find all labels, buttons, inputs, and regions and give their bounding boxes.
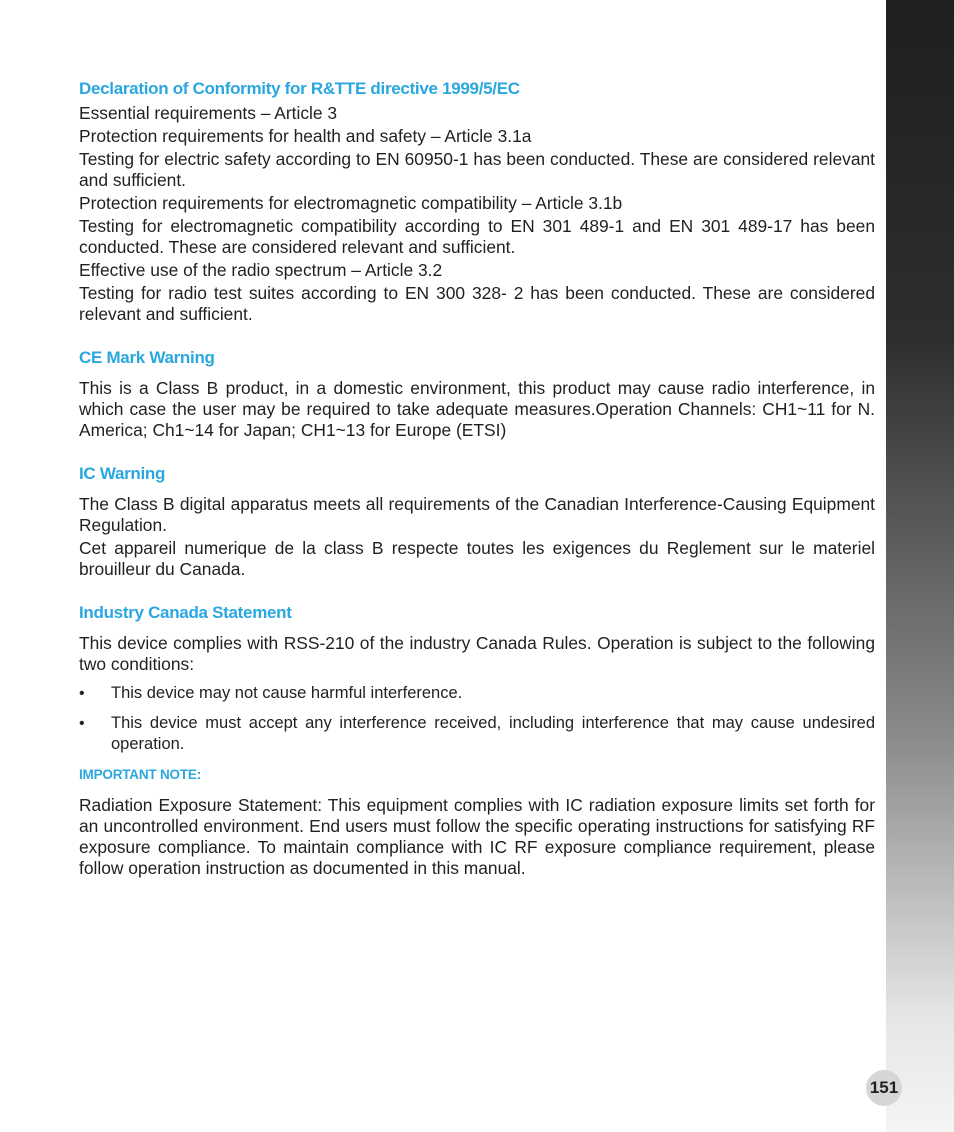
industry-canada-section — [79, 602, 875, 879]
side-tab-bar — [886, 0, 954, 1132]
bullet-icon: • — [79, 715, 85, 732]
declaration-paragraph: Protection requirements for health and safety – Article 3.1a — [79, 126, 532, 146]
page-number: 151 — [866, 1070, 902, 1106]
ic-warning-heading: IC Warning — [79, 464, 166, 483]
industry-canada-intro: This device complies with RSS-210 of the industry Canada Rules. Operation is subject to the following two conditions: — [79, 633, 875, 674]
declaration-paragraph: Testing for radio test suites according to EN 300 328- 2 has been conducted. These are considered relevant and sufficient. — [79, 283, 875, 324]
declaration-paragraph: Testing for electromagnetic compatibility according to EN 301 489-1 and EN 301 489-17 has been conducted. These are considered relevant and sufficient. — [79, 216, 875, 257]
conditions-list — [79, 683, 875, 755]
ce-mark-heading: CE Mark Warning — [79, 348, 215, 367]
declaration-paragraph: Effective use of the radio spectrum – Article 3.2 — [79, 260, 443, 280]
list-item-text: This device may not cause harmful interference. — [111, 684, 463, 702]
list-item — [79, 713, 875, 755]
important-note-heading: IMPORTANT NOTE: — [79, 767, 201, 782]
declaration-paragraph: Testing for electric safety according to EN 60950-1 has been conducted. These are considered relevant and sufficient. — [79, 149, 875, 190]
declaration-heading: Declaration of Conformity for R&TTE directive 1999/5/EC — [79, 79, 520, 98]
ce-mark-paragraph: This is a Class B product, in a domestic environment, this product may cause radio interference, in which case the user may be required to take adequate measures.Operation Channels: CH1~11 for N. America; Ch1~14 for Japan; CH1~13 for Europe (ETSI) — [79, 378, 875, 440]
list-item-text: This device must accept any interference received, including interference that may cause undesired operation. — [111, 714, 875, 753]
radiation-exposure-paragraph: Radiation Exposure Statement: This equipment complies with IC radiation exposure limits set forth for an uncontrolled environment. End users must follow the specific operating instructions for satisfying RF exposure compliance. To maintain compliance with IC RF exposure compliance requirement, please follow operation instruction as documented in this manual. — [79, 795, 875, 878]
ic-warning-section — [79, 463, 875, 580]
ce-mark-section — [79, 347, 875, 441]
bullet-icon: • — [79, 685, 85, 702]
ic-warning-paragraph: Cet appareil numerique de la class B respecte toutes les exigences du Reglement sur le materiel brouilleur du Canada. — [79, 538, 875, 579]
page-content — [79, 78, 875, 881]
declaration-paragraph: Essential requirements – Article 3 — [79, 103, 338, 123]
list-item — [79, 683, 875, 704]
ic-warning-paragraph: The Class B digital apparatus meets all requirements of the Canadian Interference-Causing Equipment Regulation. — [79, 494, 875, 535]
industry-canada-heading: Industry Canada Statement — [79, 603, 292, 622]
declaration-paragraph: Protection requirements for electromagnetic compatibility – Article 3.1b — [79, 193, 623, 213]
declaration-section — [79, 78, 875, 325]
